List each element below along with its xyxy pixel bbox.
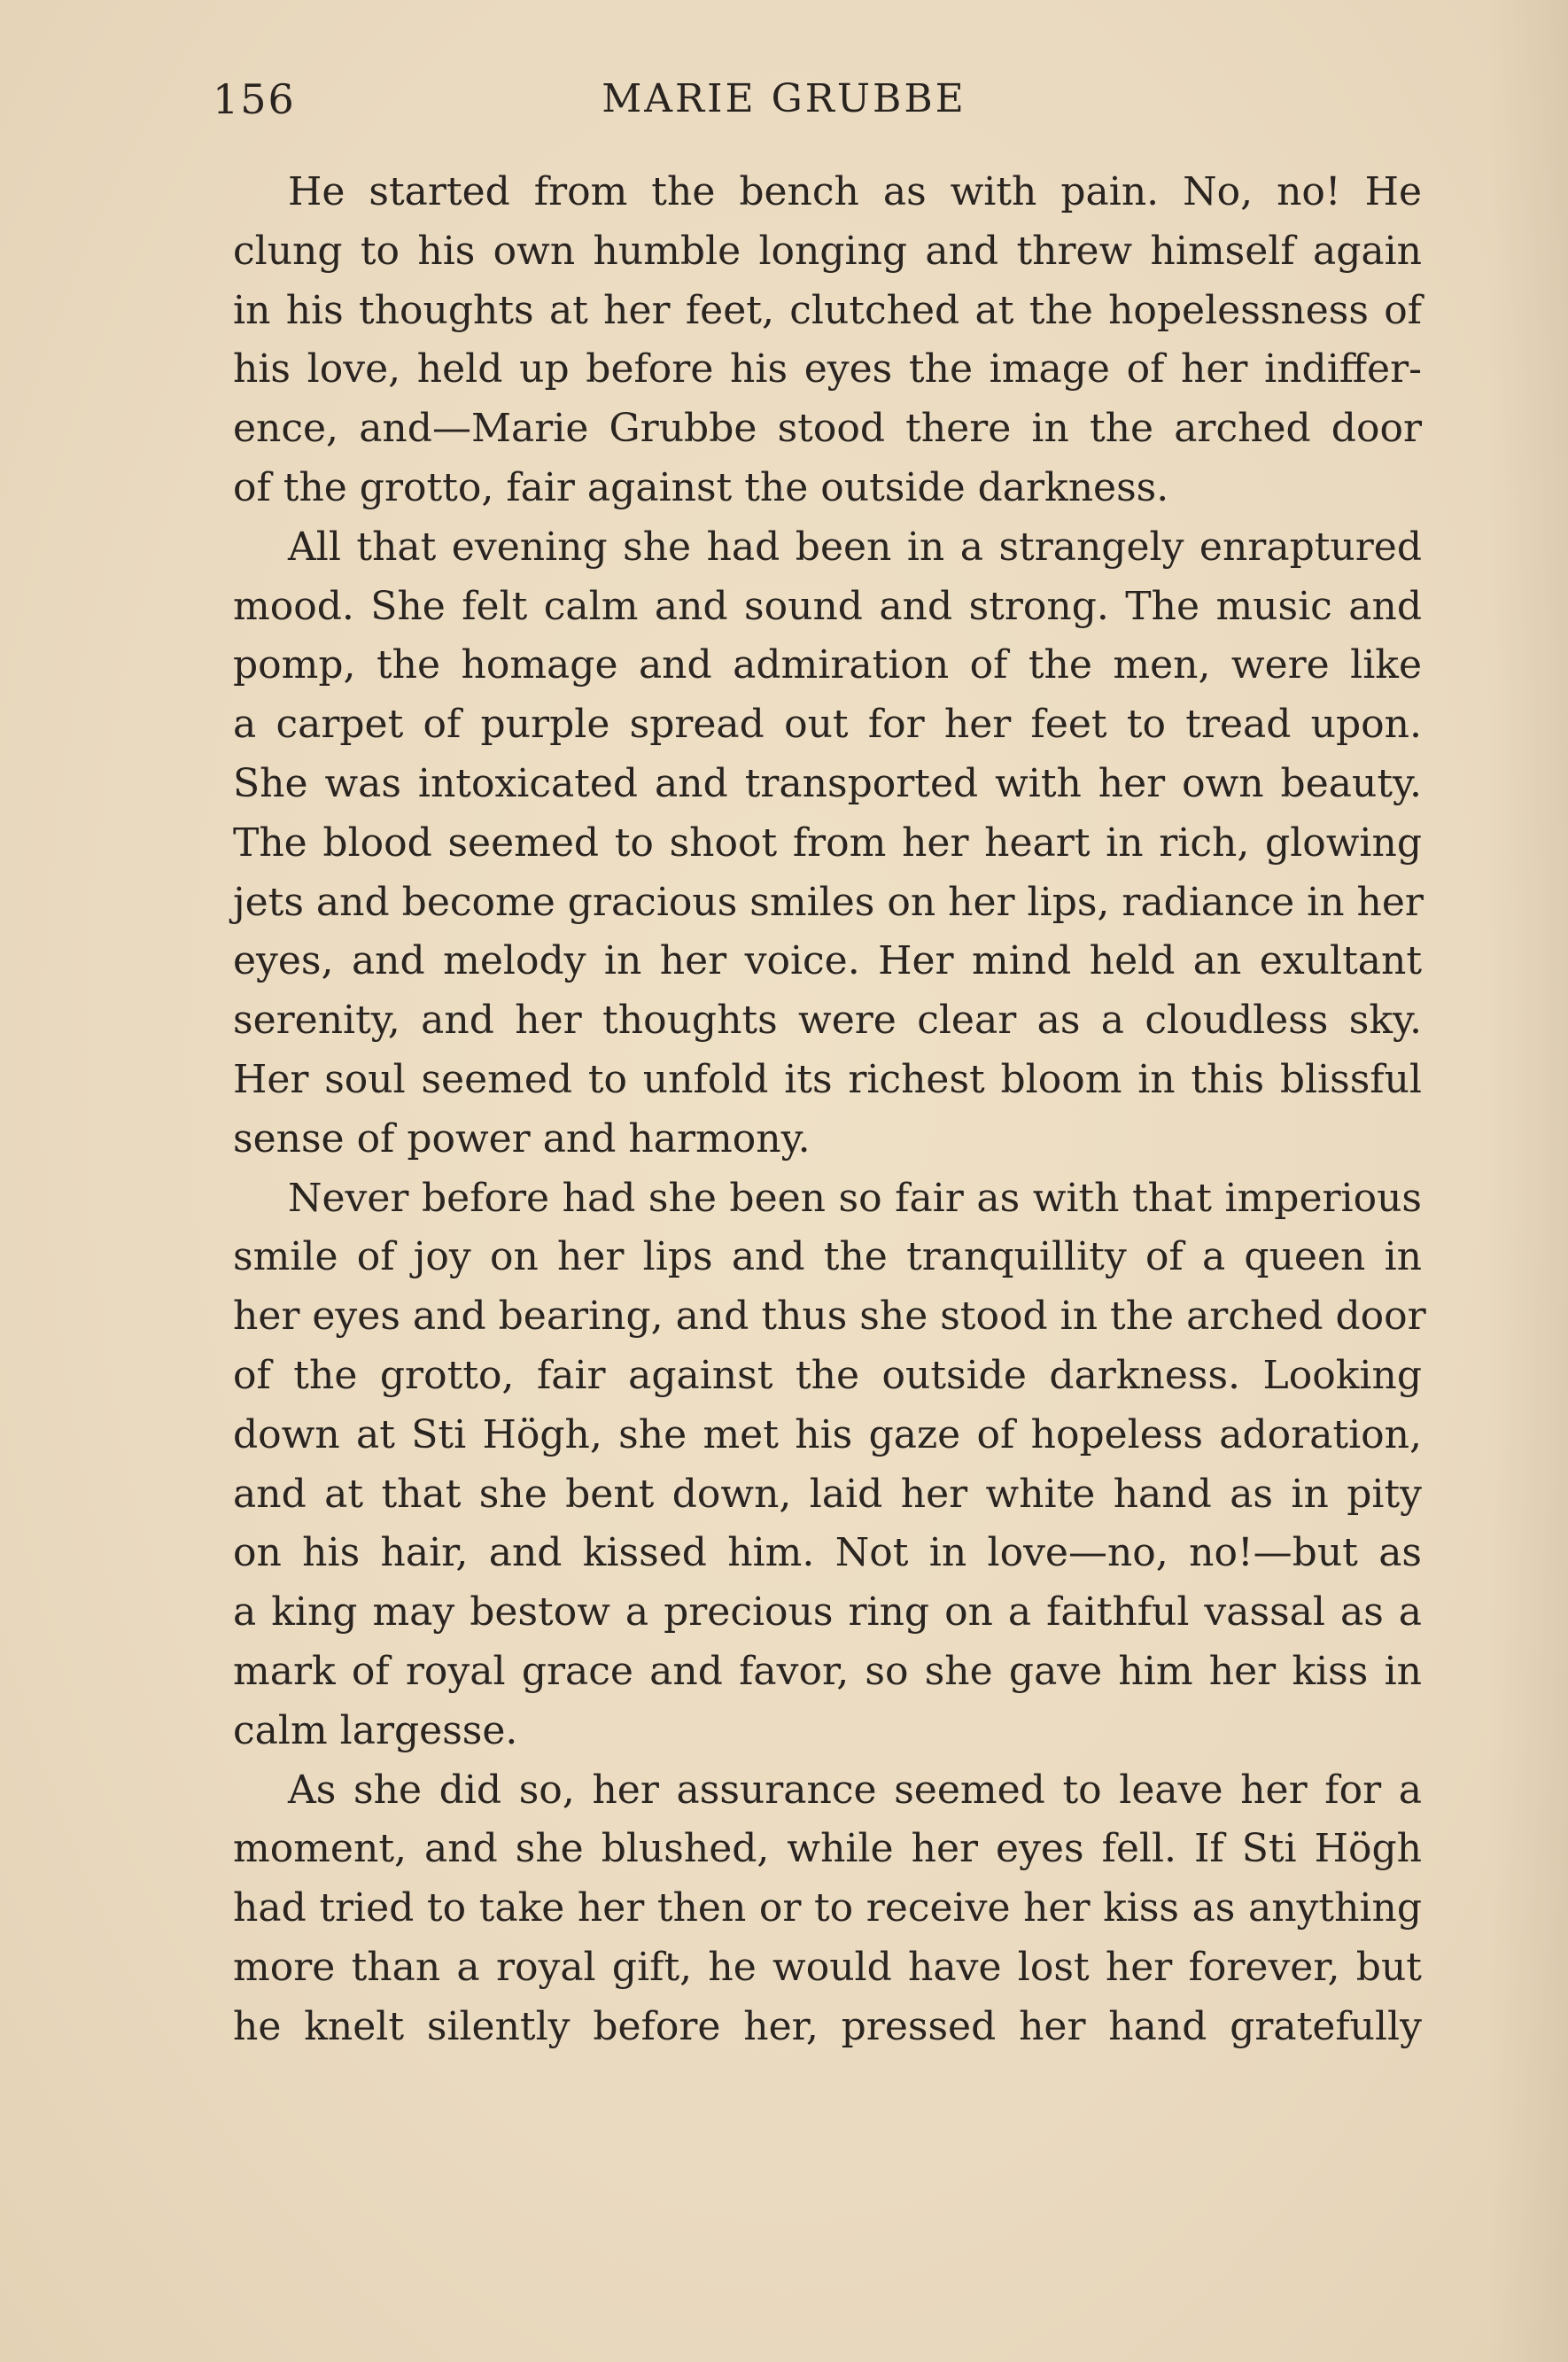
text-line: The blood seemed to shoot from her heart in rich, glowing [233, 820, 1422, 866]
paragraph-3 [233, 1169, 1426, 1761]
text-line: on his hair, and kissed him. Not in love—no, no!—but as [233, 1530, 1422, 1576]
text-line: She was intoxicated and transported with her own beauty. [233, 760, 1422, 806]
text-line: a carpet of purple spread out for her feet to tread upon. [233, 702, 1422, 748]
text-line: Her soul seemed to unfold its richest bloom in this blissful [233, 1056, 1422, 1102]
text-line: mood. She felt calm and sound and strong. The music and [233, 583, 1422, 629]
text-line: and at that she bent down, laid her white hand as in pity [233, 1471, 1422, 1517]
text-line: his love, held up before his eyes the image of her indiffer- [233, 346, 1422, 392]
text-line: All that evening she had been in a strangely enraptured [288, 524, 1422, 570]
page-number: 156 [213, 75, 296, 123]
text-line: he knelt silently before her, pressed her hand gratefully [233, 2003, 1422, 2049]
paragraph-4 [233, 1761, 1422, 2057]
text-line: sense of power and harmony. [233, 1115, 811, 1162]
text-line: smile of joy on her lips and the tranquillity of a queen in [233, 1234, 1422, 1280]
page-header [0, 73, 1568, 126]
text-line: her eyes and bearing, and thus she stood in the arched door [233, 1294, 1426, 1340]
text-line: clung to his own humble longing and threw himself again [233, 228, 1422, 274]
text-line: As she did so, her assurance seemed to leave her for a [288, 1767, 1422, 1813]
paragraph-2 [233, 518, 1422, 1169]
page-edge-shadow [1488, 0, 1568, 2362]
text-line: of the grotto, fair against the outside darkness. Looking [233, 1352, 1422, 1398]
text-line: more than a royal gift, he would have lost her forever, but [233, 1944, 1422, 1990]
text-line: in his thoughts at her feet, clutched at the hopelessness of [233, 287, 1422, 333]
text-line: eyes, and melody in her voice. Her mind held an exultant [233, 938, 1422, 984]
text-line: moment, and she blushed, while her eyes fell. If Sti Högh [233, 1826, 1422, 1872]
text-line: pomp, the homage and admiration of the men, were like [233, 642, 1422, 688]
text-line: Never before had she been so fair as with that imperious [288, 1175, 1422, 1221]
text-line: ence, and—Marie Grubbe stood there in the arched door [233, 406, 1422, 452]
text-line: He started from the bench as with pain. No, no! He [288, 169, 1422, 214]
text-line: calm largesse. [233, 1707, 518, 1753]
text-line: down at Sti Högh, she met his gaze of hopeless adoration, [233, 1411, 1422, 1457]
text-line: serenity, and her thoughts were clear as a cloudless sky. [233, 998, 1422, 1044]
paragraph-1 [233, 163, 1422, 518]
text-line: mark of royal grace and favor, so she gave him her kiss in [233, 1648, 1422, 1694]
text-line: had tried to take her then or to receive her kiss as anything [233, 1885, 1422, 1931]
text-line: jets and become gracious smiles on her lips, radiance in her [233, 879, 1424, 925]
text-line: of the grotto, fair against the outside darkness. [233, 464, 1169, 510]
running-title: MARIE GRUBBE [602, 76, 966, 121]
body-text [233, 163, 1426, 2057]
text-line: a king may bestow a precious ring on a faithful vassal as a [233, 1589, 1422, 1636]
